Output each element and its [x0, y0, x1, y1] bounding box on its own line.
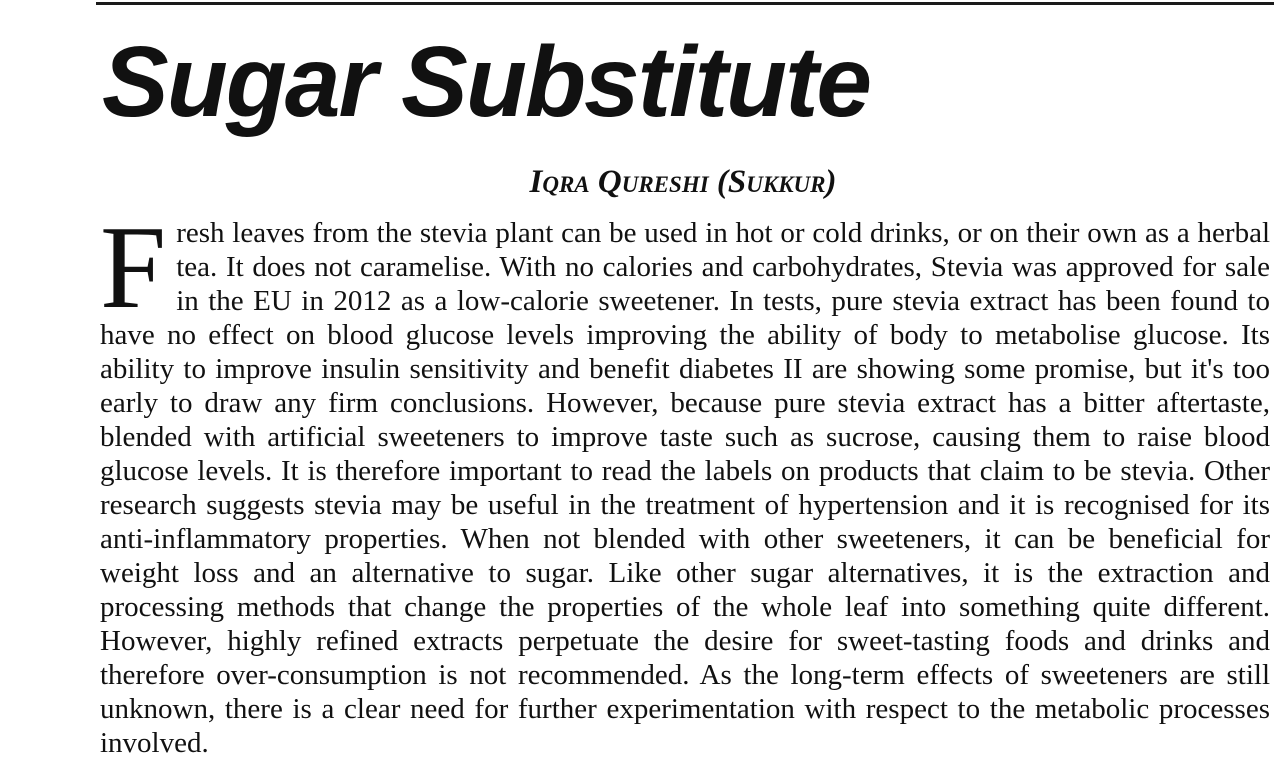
article-byline: Iqra Qureshi (Sukkur): [529, 164, 837, 200]
article-body: [100, 201, 1270, 760]
article-title: Sugar Substitute: [102, 26, 871, 138]
drop-cap: F: [100, 201, 167, 333]
top-rule: [96, 2, 1274, 5]
article-body-text: resh leaves from the stevia plant can be used in hot or cold drinks, or on their own as a herbal tea. It does not caramelise. With no calories and carbohydrates, Stevia was approved for sale in the EU in 2012 as a low-calorie sweetener. In tests, pure stevia extract has been found to have no effect on blood glucose levels improving the ability of body to metabolise glucose. Its ability to improve insulin sensitivity and benefit diabetes II are showing some promise, but it's too early to draw any firm conclusions. However, because pure stevia extract has a bitter aftertaste, blended with artificial sweeteners to improve taste such as sucrose, causing them to raise blood glucose levels. It is therefore important to read the labels on products that claim to be stevia. Other research suggests stevia may be useful in the treatment of hypertension and it is recognised for its anti-inflammatory properties. When not blended with other sweeteners, it can be beneficial for weight loss and an alternative to sugar. Like other sugar alternatives, it is the extraction and processing methods that change the properties of the whole leaf into something quite different. However, highly refined extracts perpetuate the desire for sweet-tasting foods and drinks and therefore over-consumption is not recommended. As the long-term effects of sweeteners are still unknown, there is a clear need for further experimentation with respect to the metabolic processes involved.: [100, 217, 1270, 759]
